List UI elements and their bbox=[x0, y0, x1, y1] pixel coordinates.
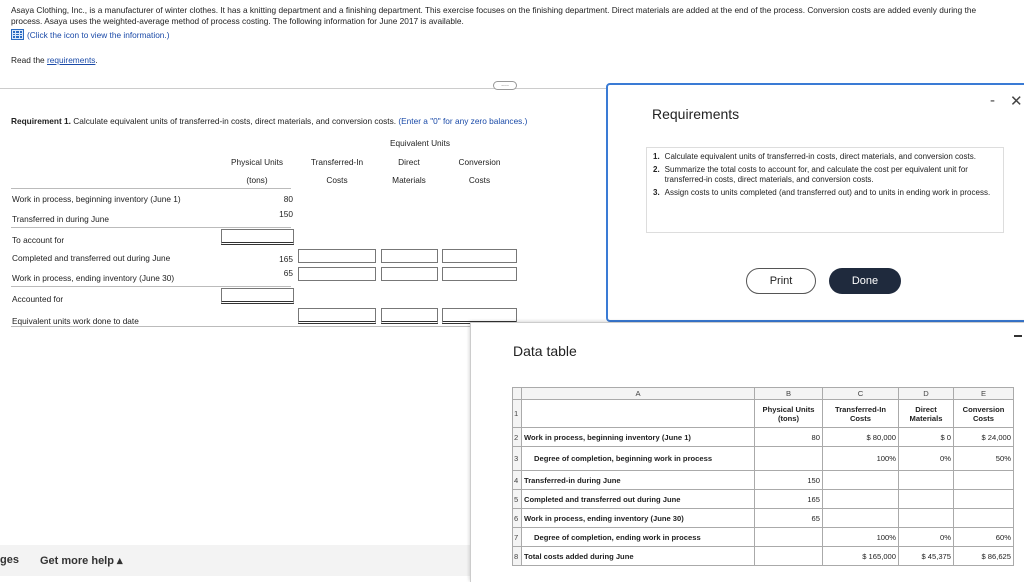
input-equiv-transferred[interactable] bbox=[298, 308, 376, 324]
col-transferred-sub: Costs bbox=[326, 175, 348, 185]
table-row: 5 Completed and transferred out during June 165 bbox=[513, 490, 1014, 509]
col-physical-sub: (tons) bbox=[246, 175, 268, 185]
requirement-1-heading: Requirement 1. Calculate equivalent units of transferred-in costs, direct materials, and conversion costs. (Enter a "0" for any zero balances.) bbox=[11, 116, 528, 126]
input-wip-end-direct[interactable] bbox=[381, 267, 438, 281]
table-row: 3 Degree of completion, beginning work in process 100% 0% 50% bbox=[513, 447, 1014, 471]
input-completed-conversion[interactable] bbox=[442, 249, 517, 263]
col-transferred: Transferred-In bbox=[310, 157, 364, 167]
equiv-units-header: Equivalent Units bbox=[390, 138, 450, 148]
close-icon[interactable]: ✕ bbox=[1010, 93, 1023, 110]
input-wip-end-transferred[interactable] bbox=[298, 267, 376, 281]
row-label-transferred-in: Transferred in during June bbox=[12, 214, 110, 224]
input-physical-to-account[interactable] bbox=[221, 229, 294, 245]
requirements-title: Requirements bbox=[652, 106, 740, 122]
table-icon[interactable] bbox=[11, 29, 24, 40]
data-table: A B C D E 1 Physical Units (tons) Transferred-In Costs Direct Materials Conversion Costs 2 Work in process, beginning inventory (June 1) 80 $ 80,000 $ 0 $ 24,000 3 Degree of completion, beginning work in process 100% 0% 50% 4 Transferred-in during June 150 5 Completed and transferred out during June 165 6 Work in process, ending inventory (June 30) 65 7 Degree of completion, ending work in process 100% 0% 60% 8 Total costs added during June $ 165,000 $ 45,375 $ 86,625 bbox=[512, 387, 1014, 566]
requirements-popup bbox=[606, 83, 1024, 322]
physical-completed: 165 bbox=[279, 254, 293, 264]
table-row: 7 Degree of completion, ending work in process 100% 0% 60% bbox=[513, 528, 1014, 547]
requirement-item: 3. Assign costs to units completed (and transferred out) and to units in ending work in process. bbox=[653, 188, 991, 197]
input-completed-direct[interactable] bbox=[381, 249, 438, 263]
input-completed-transferred[interactable] bbox=[298, 249, 376, 263]
table-row: 8 Total costs added during June $ 165,000 $ 45,375 $ 86,625 bbox=[513, 547, 1014, 566]
row-label-equiv-units: Equivalent units work done to date bbox=[12, 316, 139, 326]
row-label-completed: Completed and transferred out during June bbox=[12, 253, 171, 263]
expand-more-button[interactable]: .... bbox=[493, 81, 517, 90]
footer-bar bbox=[0, 545, 470, 576]
row-rule bbox=[11, 326, 471, 327]
data-table-title: Data table bbox=[513, 343, 577, 359]
done-button[interactable]: Done bbox=[829, 268, 901, 294]
requirements-link[interactable]: requirements bbox=[46, 55, 96, 65]
row-label-accounted-for: Accounted for bbox=[12, 294, 64, 304]
row-label-wip-begin: Work in process, beginning inventory (June 1) bbox=[12, 194, 181, 204]
requirement-item: 1. Calculate equivalent units of transferred-in costs, direct materials, and conversion costs. bbox=[653, 152, 976, 161]
table-row: 2 Work in process, beginning inventory (June 1) 80 $ 80,000 $ 0 $ 24,000 bbox=[513, 428, 1014, 447]
col-direct-sub: Materials bbox=[392, 175, 426, 185]
read-requirements-line: Read the requirements. bbox=[11, 55, 98, 65]
col-physical: Physical Units bbox=[230, 157, 284, 167]
row-label-wip-end: Work in process, ending inventory (June 30) bbox=[12, 273, 175, 283]
info-link[interactable] bbox=[11, 29, 170, 40]
physical-wip-end: 65 bbox=[283, 268, 293, 278]
header-rule bbox=[11, 188, 291, 189]
input-physical-accounted-for[interactable] bbox=[221, 288, 294, 304]
table-row: 6 Work in process, ending inventory (June 30) 65 bbox=[513, 509, 1014, 528]
row-label-to-account: To account for bbox=[12, 235, 65, 245]
col-conversion: Conversion bbox=[458, 157, 501, 167]
row-rule bbox=[11, 286, 291, 287]
requirements-list bbox=[646, 147, 1004, 233]
table-row: 4 Transferred-in during June 150 bbox=[513, 471, 1014, 490]
table-row: 1 Physical Units (tons) Transferred-In Costs Direct Materials Conversion Costs bbox=[513, 400, 1014, 428]
print-button[interactable]: Print bbox=[746, 268, 816, 294]
minimize-icon[interactable] bbox=[1014, 335, 1022, 337]
input-wip-end-conversion[interactable] bbox=[442, 267, 517, 281]
get-more-help-button[interactable]: Get more help ▴ bbox=[40, 555, 123, 567]
col-conversion-sub: Costs bbox=[468, 175, 491, 185]
col-direct: Direct bbox=[398, 157, 420, 167]
row-rule bbox=[11, 227, 291, 228]
footer-truncated-link[interactable]: ges bbox=[0, 554, 19, 566]
requirement-item: 2. Summarize the total costs to account for, and calculate the cost per equivalent unit for transferred-in costs, direct materials, and conversion costs. bbox=[653, 165, 968, 184]
data-table-popup bbox=[470, 322, 1024, 582]
physical-transferred-in: 150 bbox=[279, 209, 293, 219]
input-equiv-direct[interactable] bbox=[381, 308, 438, 324]
physical-wip-begin: 80 bbox=[283, 194, 293, 204]
minimize-icon[interactable]: - bbox=[990, 92, 995, 109]
info-link-text[interactable]: (Click the icon to view the information.) bbox=[27, 29, 170, 40]
intro-text: Asaya Clothing, Inc., is a manufacturer of winter clothes. It has a knitting department and a finishing department. This exercise focuses on the finishing department. Direct materials are added at the end of the process. Conversion costs are added evenly during the process. Asaya uses the weighted-average method of process costing. The following information for June 2017 is available. bbox=[11, 5, 977, 26]
